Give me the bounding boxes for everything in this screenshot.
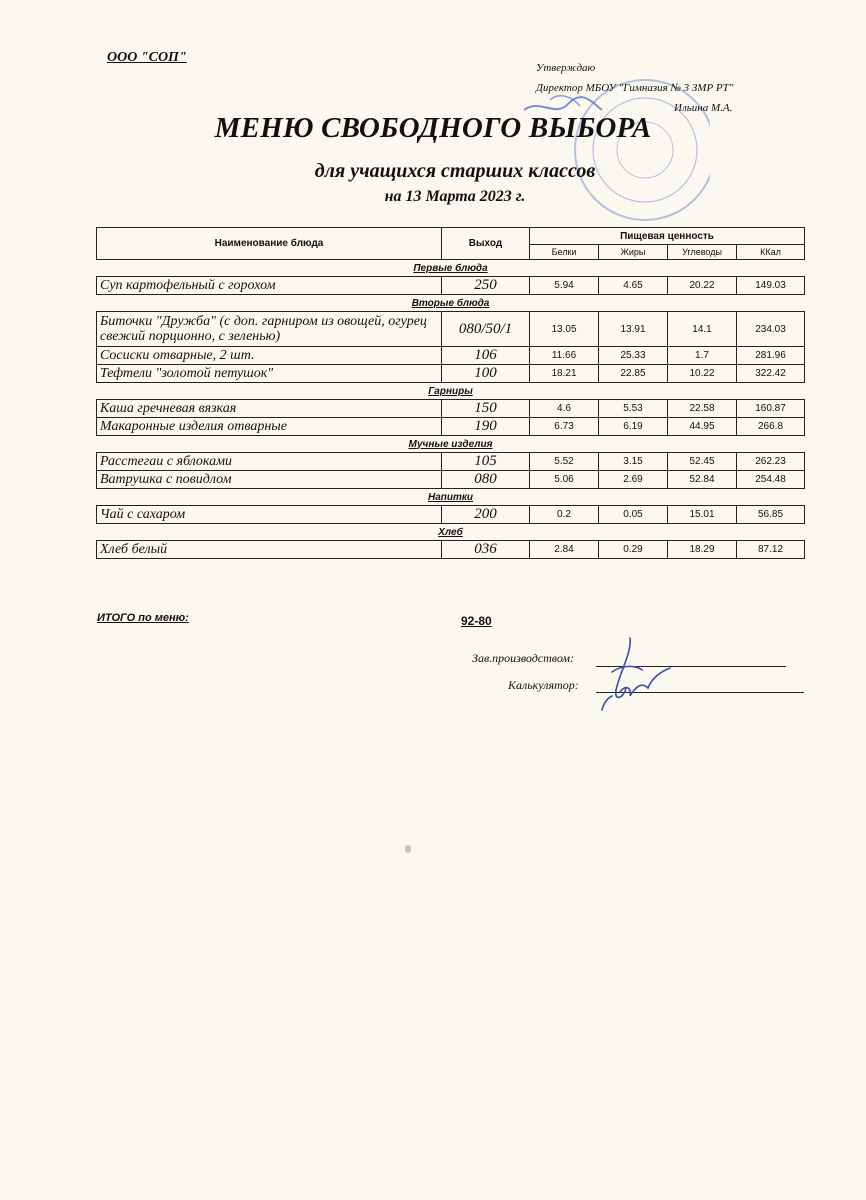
dish-fat: 6.19 (599, 418, 668, 436)
section-row (97, 436, 805, 453)
dish-carbs: 18.29 (668, 541, 737, 559)
dish-row (97, 400, 805, 418)
section-title: Гарниры (97, 383, 805, 400)
dish-protein: 6.73 (530, 418, 599, 436)
section-row (97, 524, 805, 541)
approval-block (536, 58, 733, 118)
approval-word: Утверждаю (536, 62, 596, 74)
dish-output: 105 (442, 453, 530, 471)
menu-table-header (97, 228, 805, 260)
section-row (97, 260, 805, 277)
dish-name: Ватрушка с повидлом (97, 471, 442, 489)
col-header-kcal: ККал (737, 245, 805, 260)
col-header-carbs: Углеводы (668, 245, 737, 260)
dish-output: 100 (442, 365, 530, 383)
dish-output: 190 (442, 418, 530, 436)
dish-fat: 2.69 (599, 471, 668, 489)
dish-row (97, 541, 805, 559)
dish-protein: 5.94 (530, 277, 599, 295)
menu-table-body (97, 260, 805, 559)
col-header-fat: Жиры (599, 245, 668, 260)
dish-protein: 18.21 (530, 365, 599, 383)
dish-kcal: 281.96 (737, 347, 805, 365)
dish-row (97, 365, 805, 383)
dish-carbs: 15.01 (668, 506, 737, 524)
dish-kcal: 262.23 (737, 453, 805, 471)
dish-row (97, 277, 805, 295)
dish-row (97, 471, 805, 489)
dish-row (97, 312, 805, 347)
dish-protein: 11.66 (530, 347, 599, 365)
dish-name: Хлеб белый (97, 541, 442, 559)
dish-output: 250 (442, 277, 530, 295)
dish-output: 200 (442, 506, 530, 524)
dish-carbs: 44.95 (668, 418, 737, 436)
production-manager-label: Зав.производством: (472, 651, 575, 665)
dish-fat: 22.85 (599, 365, 668, 383)
dish-carbs: 52.45 (668, 453, 737, 471)
company-name: ООО "СОП" (107, 50, 187, 65)
dish-name: Расстегаи с яблоками (97, 453, 442, 471)
dish-output: 080/50/1 (442, 312, 530, 347)
dish-carbs: 20.22 (668, 277, 737, 295)
dish-name: Суп картофельный с горохом (97, 277, 442, 295)
dish-protein: 4.6 (530, 400, 599, 418)
col-header-protein: Белки (530, 245, 599, 260)
dish-kcal: 87.12 (737, 541, 805, 559)
dish-output: 106 (442, 347, 530, 365)
col-header-output: Выход (442, 228, 530, 260)
dish-name: Чай с сахаром (97, 506, 442, 524)
dish-carbs: 1.7 (668, 347, 737, 365)
total-value: 92-80 (461, 614, 492, 628)
dish-name: Биточки "Дружба" (с доп. гарниром из овощей, огурец свежий порционно, с зеленью) (97, 312, 442, 347)
dish-kcal: 254.48 (737, 471, 805, 489)
dish-protein: 0.2 (530, 506, 599, 524)
dish-kcal: 234.03 (737, 312, 805, 347)
dish-carbs: 52.84 (668, 471, 737, 489)
col-header-nutrition: Пищевая ценность (530, 228, 805, 245)
approval-name: Ильина М.А. (674, 102, 733, 114)
dish-row (97, 418, 805, 436)
dish-name: Каша гречневая вязкая (97, 400, 442, 418)
section-title: Мучные изделия (97, 436, 805, 453)
paper-speck (405, 845, 411, 853)
section-row (97, 295, 805, 312)
dish-protein: 5.52 (530, 453, 599, 471)
section-row (97, 383, 805, 400)
dish-fat: 0.29 (599, 541, 668, 559)
dish-kcal: 160.87 (737, 400, 805, 418)
approval-position: Директор МБОУ "Гимназия № 3 ЗМР РТ" (536, 82, 734, 94)
menu-table (96, 227, 805, 559)
dish-row (97, 506, 805, 524)
dish-kcal: 322.42 (737, 365, 805, 383)
dish-carbs: 22.58 (668, 400, 737, 418)
dish-output: 080 (442, 471, 530, 489)
dish-carbs: 10.22 (668, 365, 737, 383)
dish-fat: 5.53 (599, 400, 668, 418)
page-subtitle: для учащихся старших классов (314, 160, 596, 182)
menu-date: на 13 Марта 2023 г. (384, 188, 526, 205)
dish-fat: 4.65 (599, 277, 668, 295)
dish-protein: 5.06 (530, 471, 599, 489)
dish-row (97, 347, 805, 365)
section-title: Вторые блюда (97, 295, 805, 312)
dish-carbs: 14.1 (668, 312, 737, 347)
dish-kcal: 56.85 (737, 506, 805, 524)
dish-fat: 0.05 (599, 506, 668, 524)
dish-fat: 25.33 (599, 347, 668, 365)
section-title: Хлеб (97, 524, 805, 541)
section-row (97, 489, 805, 506)
dish-name: Сосиски отварные, 2 шт. (97, 347, 442, 365)
dish-protein: 13.05 (530, 312, 599, 347)
dish-protein: 2.84 (530, 541, 599, 559)
calculator-label: Калькулятор: (508, 678, 579, 692)
dish-output: 150 (442, 400, 530, 418)
dish-kcal: 266.8 (737, 418, 805, 436)
handwritten-signature (590, 632, 690, 712)
dish-fat: 13.91 (599, 312, 668, 347)
dish-name: Тефтели "золотой петушок" (97, 365, 442, 383)
dish-fat: 3.15 (599, 453, 668, 471)
col-header-name: Наименование блюда (97, 228, 442, 260)
section-title: Первые блюда (97, 260, 805, 277)
total-label: ИТОГО по меню: (97, 612, 189, 624)
dish-kcal: 149.03 (737, 277, 805, 295)
page-title: МЕНЮ СВОБОДНОГО ВЫБОРА (214, 112, 652, 144)
dish-row (97, 453, 805, 471)
section-title: Напитки (97, 489, 805, 506)
dish-output: 036 (442, 541, 530, 559)
dish-name: Макаронные изделия отварные (97, 418, 442, 436)
